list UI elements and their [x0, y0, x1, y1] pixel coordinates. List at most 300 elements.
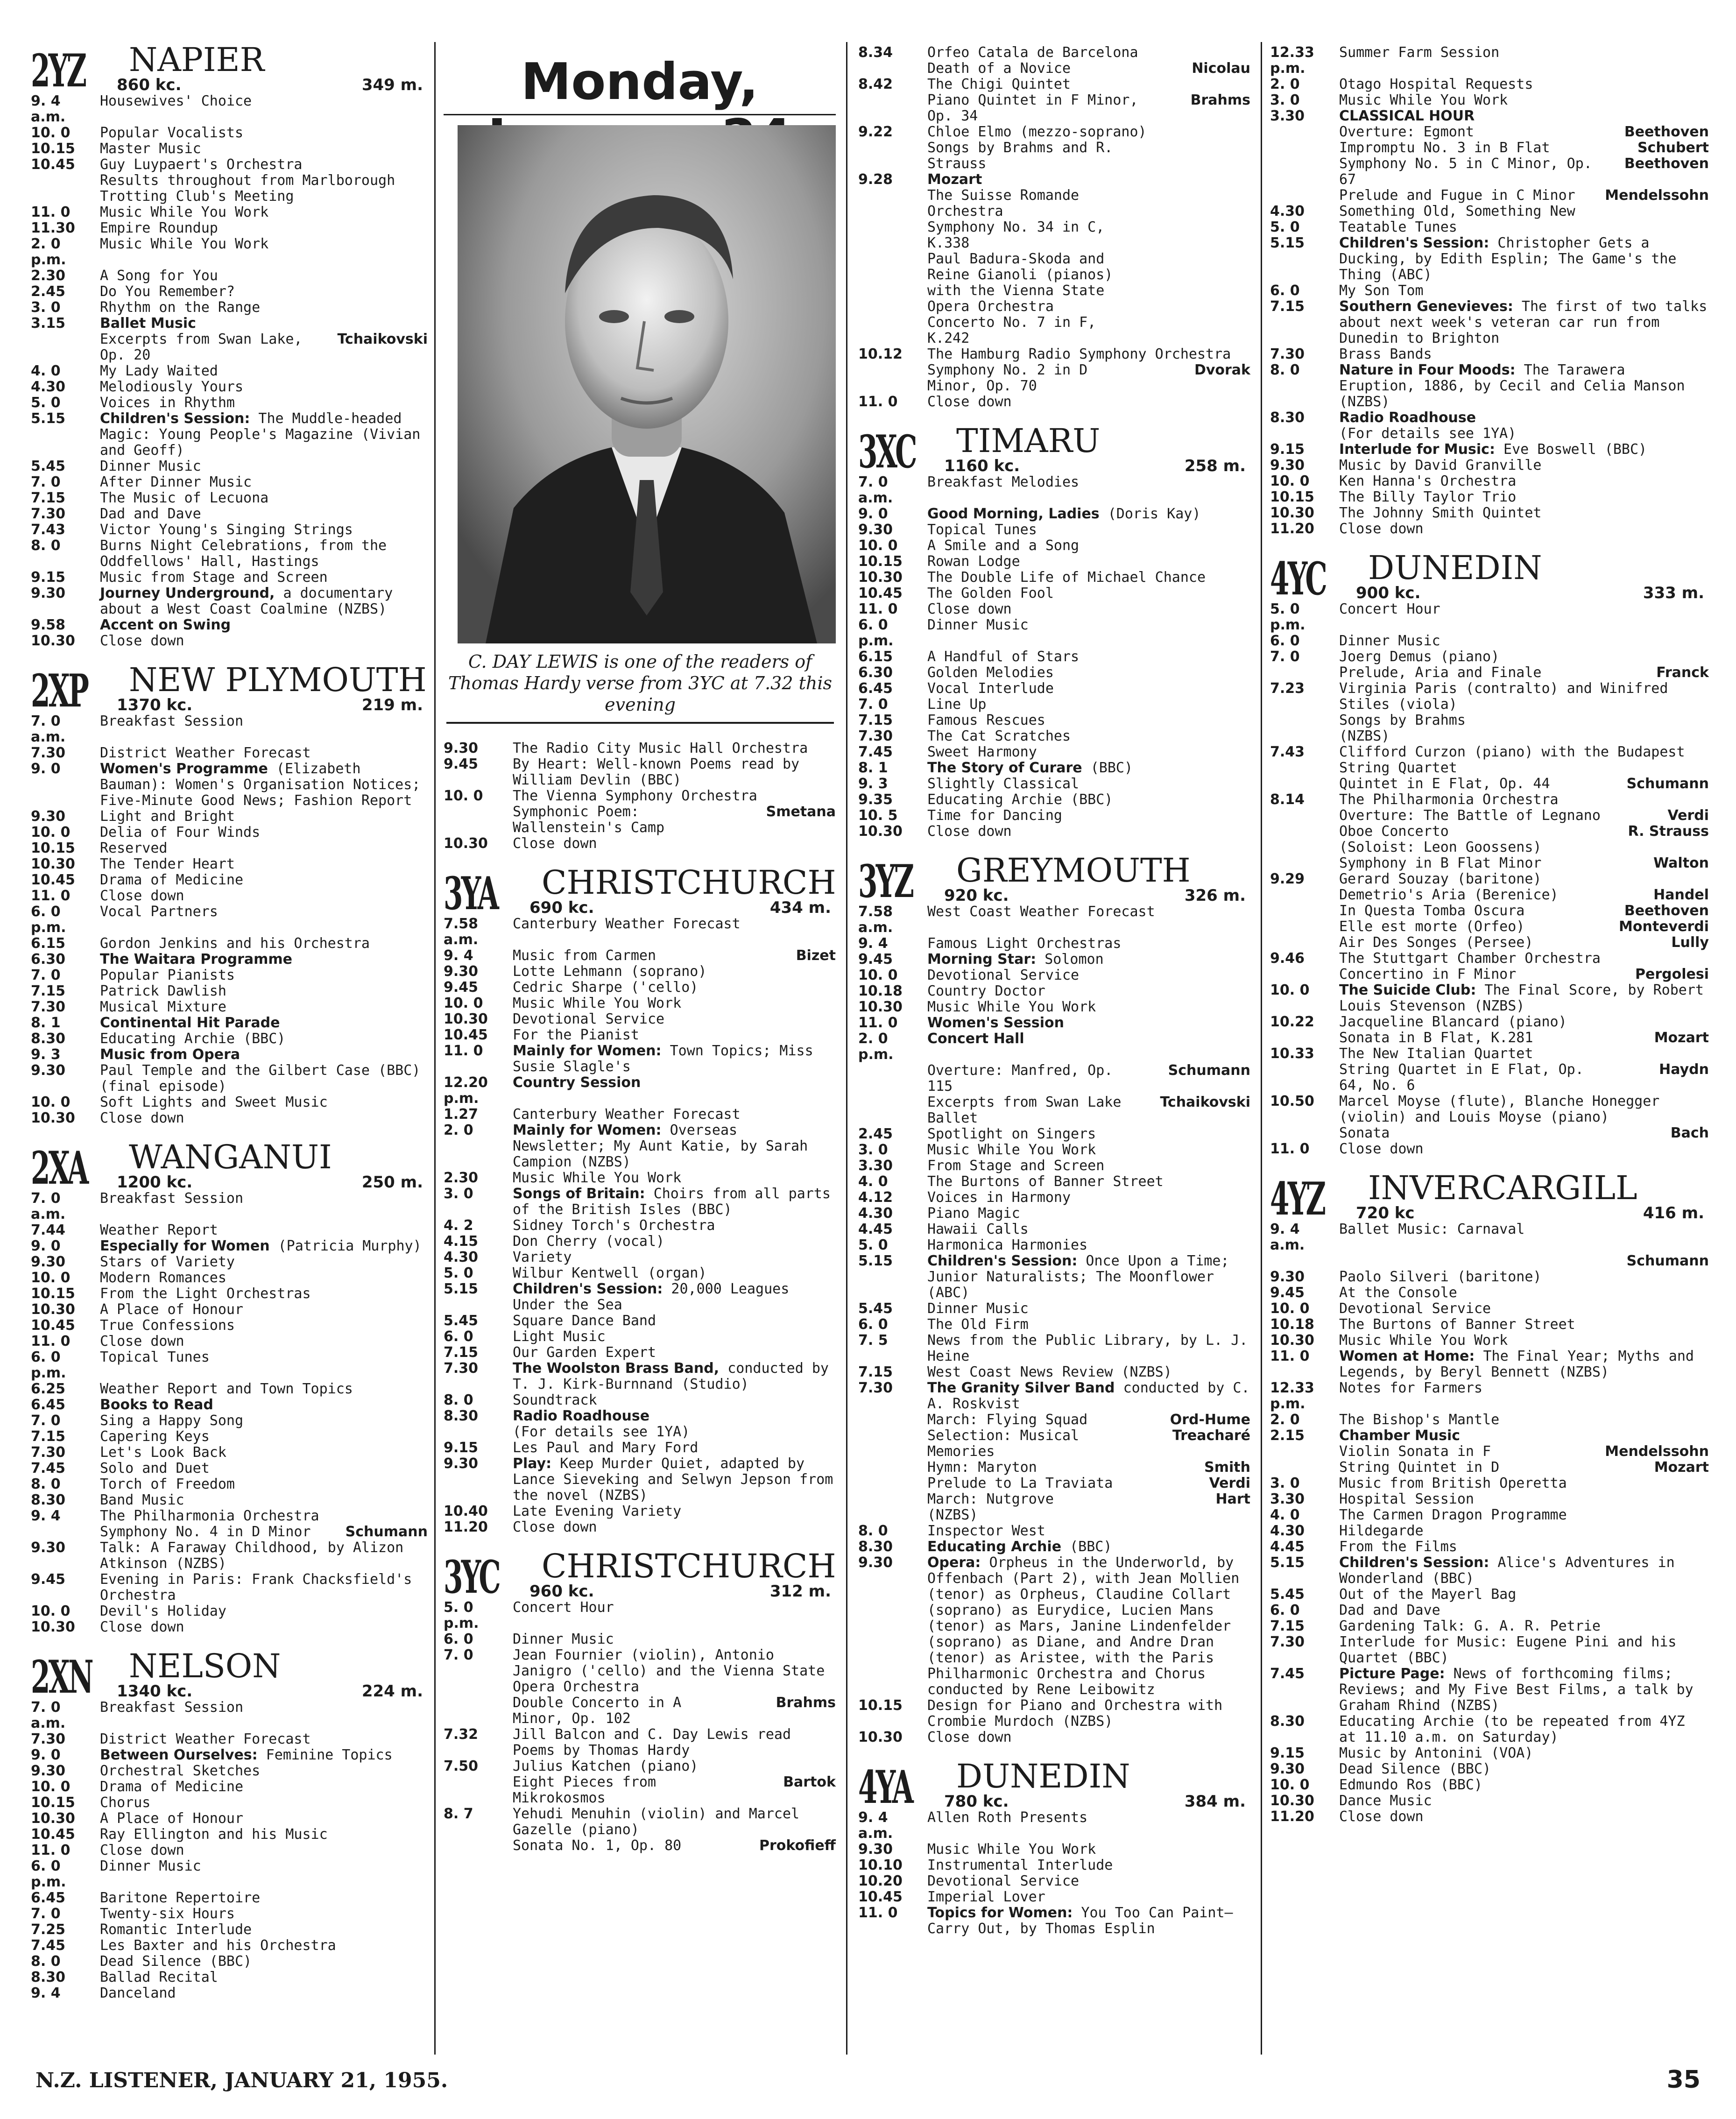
program-time: 6. 0: [1270, 283, 1300, 299]
program-time: 5.45: [444, 1313, 479, 1329]
program-row: [1270, 1761, 1709, 1777]
program-title: [927, 1380, 1258, 1412]
program-row: [31, 745, 428, 761]
program-row: [858, 1174, 1250, 1190]
program-row: [31, 1254, 428, 1270]
program-time: 4.30: [444, 1249, 479, 1265]
program-title: [100, 395, 428, 411]
program-time: 11. 0: [31, 204, 71, 220]
program-title: [100, 999, 428, 1015]
program-detail-text: In Questa Tomba Oscura: [1339, 903, 1525, 919]
program-time: 10.30: [858, 1729, 903, 1745]
program-time: 7. 0: [31, 967, 61, 983]
program-title: [100, 1922, 428, 1938]
program-description: Design for Piano and Orchestra with Crombie Murdoch (NZBS): [927, 1697, 1231, 1730]
program-row: [444, 1440, 836, 1456]
program-title: [513, 1250, 836, 1265]
program-time: 10.33: [1270, 1045, 1314, 1062]
program-description: Ken Hanna's Orchestra: [1339, 473, 1517, 489]
program-detail-text: March: Nutgrove: [927, 1491, 1054, 1507]
program-description: Rowan Lodge: [927, 553, 1020, 570]
program-bold-title: Children's Session:: [1339, 235, 1489, 251]
program-row: [444, 1632, 836, 1647]
program-time: 6.25: [31, 1381, 66, 1397]
station-frequency: 690 kc.: [529, 898, 594, 917]
program-description: Twenty-six Hours: [100, 1906, 235, 1922]
program-title: [100, 952, 428, 968]
program-title: [513, 1519, 836, 1535]
program-title: [100, 506, 428, 522]
program-row: [858, 346, 1250, 362]
program-description: Sing a Happy Song: [100, 1413, 244, 1429]
program-description: Voices in Harmony: [927, 1189, 1071, 1206]
program-description: The Philharmonia Orchestra: [1339, 791, 1559, 808]
program-title: [1339, 362, 1709, 410]
program-description: Breakfast Melodies: [927, 474, 1080, 490]
program-row: [858, 77, 1250, 92]
program-bold-title: Topics for Women:: [927, 1905, 1073, 1921]
program-detail-text: Air Des Songes (Persee): [1339, 934, 1533, 951]
program-description: Ballet Music: Carnaval: [1339, 1221, 1525, 1237]
program-row: [444, 1043, 836, 1075]
program-time: 4.12: [858, 1189, 893, 1206]
program-title: [927, 713, 1250, 728]
program-time: 10. 0: [444, 995, 483, 1011]
program-description: Late Evening Variety: [513, 1503, 682, 1519]
program-title: [927, 760, 1250, 776]
program-bold-title: Concert Hall: [927, 1031, 1024, 1047]
program-row: [858, 1301, 1250, 1317]
program-row: [444, 1806, 836, 1838]
program-time: 6. 0: [858, 1316, 888, 1333]
program-description: Joerg Demus (piano): [1339, 649, 1500, 665]
program-row: [31, 1286, 428, 1302]
station-frequency: 720 kc: [1356, 1204, 1415, 1222]
program-row: [444, 1329, 836, 1345]
program-time: 7.45: [31, 1460, 66, 1476]
program-description: Breakfast Session: [100, 713, 244, 729]
program-description: Paul Temple and the Gilbert Case (BBC) (final episode): [100, 1062, 429, 1095]
program-description: Gerard Souzay (baritone): [1339, 871, 1542, 887]
program-description: Music While You Work: [927, 999, 1096, 1015]
program-time: 10.22: [1270, 1014, 1314, 1030]
program-time: 4. 0: [31, 363, 61, 379]
program-time: 10. 0: [31, 1094, 71, 1110]
program-time: 11. 0: [858, 1905, 898, 1921]
program-time: 6. 0: [1270, 1602, 1300, 1618]
program-title: [100, 1858, 428, 1890]
program-composer: Beethoven: [1624, 903, 1709, 919]
program-row: [31, 1922, 428, 1938]
program-title: [1339, 1141, 1709, 1157]
program-time: 8. 0: [858, 1523, 888, 1539]
program-detail: [1339, 1460, 1709, 1476]
program-time: 8. 0: [31, 537, 61, 554]
program-description: Soundtrack: [513, 1392, 597, 1408]
program-row: [31, 506, 428, 522]
program-title: [100, 490, 428, 506]
program-title: [927, 983, 1250, 999]
program-row: [444, 788, 836, 804]
program-row: [1270, 1603, 1709, 1618]
program-row: [1270, 1269, 1709, 1285]
program-title: [513, 1123, 836, 1170]
program-title: [1339, 1793, 1709, 1809]
program-detail: [1339, 665, 1709, 681]
program-detail-text: Selection: Musical Memories: [927, 1427, 1080, 1460]
program-description: a documentary about a West Coast Coalmine (NZBS): [100, 585, 402, 617]
program-description: Canterbury Weather Forecast: [513, 916, 741, 932]
program-composer: Haydn: [1659, 1061, 1709, 1078]
program-time: 10.30: [1270, 505, 1314, 521]
program-description: Music by David Granville: [1339, 457, 1542, 473]
program-title: [927, 1031, 1250, 1063]
program-time: 10.15: [1270, 489, 1314, 505]
program-row: [858, 713, 1250, 728]
program-time: 8.30: [31, 1031, 66, 1047]
program-bold-title: The Granity Silver Band: [927, 1380, 1115, 1396]
program-description: Topical Tunes: [100, 1349, 210, 1365]
program-title: [1339, 871, 1709, 887]
program-time: 3.30: [1270, 108, 1305, 124]
program-row: [1270, 1476, 1709, 1491]
program-title: [927, 1222, 1250, 1237]
program-title: [100, 1222, 428, 1238]
program-description: Music from Stage and Screen: [100, 569, 328, 586]
program-title: [927, 1126, 1250, 1142]
program-row: [31, 936, 428, 952]
program-description: Devotional Service: [513, 1011, 665, 1027]
program-row: [444, 1250, 836, 1265]
program-row: [31, 157, 428, 205]
program-time: 10.45: [858, 1889, 903, 1905]
program-time: 4.30: [1270, 203, 1305, 219]
program-detail-text: Sonata: [1339, 1125, 1390, 1141]
program-description: Time for Dancing: [927, 807, 1062, 824]
program-title: [100, 363, 428, 379]
program-time: 10. 0: [1270, 1777, 1310, 1793]
program-title: [927, 77, 1250, 92]
program-row: [31, 1222, 428, 1238]
station-header: [444, 1547, 836, 1603]
program-time: 8. 0: [31, 1476, 61, 1492]
program-row: [31, 1095, 428, 1110]
program-title: [1339, 1745, 1709, 1761]
program-detail-text: Death of a Novice: [927, 60, 1071, 77]
program-time: 9. 4: [31, 1985, 61, 2001]
program-title: [927, 1889, 1250, 1905]
program-title: [100, 1476, 428, 1492]
program-detail-text: Piano Quintet in F Minor, Op. 34: [927, 92, 1138, 124]
program-time: 9.30: [31, 1763, 66, 1779]
program-row: [1270, 951, 1709, 967]
program-row: [858, 697, 1250, 713]
program-title: [513, 1186, 840, 1218]
program-title: [1339, 1539, 1709, 1555]
program-detail: [927, 188, 1250, 219]
program-detail-text: Songs by Brahms and R. Strauss: [927, 140, 1113, 172]
program-time: 9.22: [858, 124, 893, 140]
program-description: (BBC): [1070, 1539, 1112, 1555]
program-row: [858, 999, 1250, 1015]
program-row: [858, 1539, 1250, 1555]
program-description: (Elizabeth Bauman): Women's Organisation Notices; Five-Minute Good News; Fashion Report: [100, 761, 429, 809]
program-row: [1270, 1349, 1709, 1380]
program-description: Clifford Curzon (piano) with the Budapest String Quartet: [1339, 744, 1694, 776]
program-time: 7.25: [31, 1921, 66, 1938]
program-title: [100, 236, 428, 268]
station-frequency: 960 kc.: [529, 1582, 594, 1601]
program-description: Chloe Elmo (mezzo-soprano): [927, 124, 1147, 140]
program-row: [1270, 1491, 1709, 1507]
program-row: [444, 1455, 842, 1504]
program-description: Devotional Service: [927, 1873, 1080, 1889]
program-time: 9. 4: [31, 1508, 61, 1524]
program-title: [1339, 1428, 1709, 1444]
program-detail: [927, 1507, 1250, 1523]
program-title: [100, 1047, 428, 1063]
program-title: [1339, 1777, 1709, 1793]
program-bold-title: Mainly for Women:: [513, 1043, 662, 1059]
program-description: Ballad Recital: [100, 1969, 218, 1985]
program-row: [31, 1413, 428, 1429]
program-row: [1270, 1523, 1709, 1539]
program-detail-text: Double Concerto in A Minor, Op. 102: [513, 1695, 682, 1727]
program-time: 4.45: [1270, 1539, 1305, 1555]
station-frequency: 780 kc.: [944, 1792, 1009, 1811]
program-description: Topical Tunes: [927, 522, 1037, 538]
program-time: 2.45: [31, 283, 66, 300]
program-time: 3. 0: [1270, 92, 1300, 108]
program-description: Dinner Music: [100, 1858, 201, 1874]
program-title: [513, 1345, 836, 1361]
program-title: [100, 713, 428, 745]
program-bold-title: Songs of Britain:: [513, 1186, 645, 1202]
program-row: [31, 1508, 428, 1524]
program-title: [1339, 219, 1709, 235]
program-description: Eve Boswell (BBC): [1503, 441, 1647, 458]
program-title: [1339, 1046, 1709, 1062]
program-title: [100, 379, 428, 395]
program-row: [444, 1123, 836, 1170]
program-description: conducted by C. A. Roskvist: [927, 1380, 1258, 1412]
program-description: Rhythm on the Range: [100, 299, 261, 316]
program-description: Close down: [100, 1619, 184, 1635]
program-row: [858, 394, 1250, 410]
program-title: [100, 1254, 428, 1270]
program-detail: [927, 1460, 1250, 1476]
program-time: 10.30: [31, 1810, 75, 1827]
program-time: 3.30: [1270, 1491, 1305, 1507]
program-detail-text: Concerto No. 7 in F, K.242: [927, 314, 1096, 346]
program-time: 6.15: [858, 649, 893, 665]
program-title: [100, 1381, 428, 1397]
program-row: [1270, 442, 1709, 458]
program-description: Light and Bright: [100, 808, 235, 825]
program-title: [513, 836, 836, 852]
program-description: Famous Light Orchestras: [927, 935, 1122, 952]
program-composer: Bartok: [783, 1774, 836, 1790]
program-time: 2. 0 p.m.: [858, 1031, 894, 1063]
station-city: DUNEDIN: [1368, 549, 1542, 587]
program-row: [1270, 1301, 1709, 1317]
program-detail-text: (NZBS): [927, 1507, 978, 1523]
program-row: [31, 125, 428, 141]
program-time: 10.30: [858, 999, 903, 1015]
program-row: [858, 904, 1250, 936]
program-row: [858, 776, 1250, 792]
program-detail: [100, 332, 428, 363]
program-description: Music While You Work: [100, 204, 269, 220]
program-time: 10.45: [31, 1317, 75, 1334]
program-time: 6. 0: [1270, 633, 1300, 649]
program-title: [100, 459, 428, 474]
program-description: The Radio City Music Hall Orchestra: [513, 740, 808, 756]
station-header: [31, 41, 428, 97]
program-description: District Weather Forecast: [100, 1731, 311, 1747]
program-title: [100, 1747, 428, 1763]
program-row: [858, 983, 1250, 999]
program-title: [100, 1603, 428, 1619]
program-detail: [513, 1695, 836, 1727]
program-description: The Old Firm: [927, 1316, 1029, 1333]
program-row: [1270, 1014, 1709, 1030]
program-description: The Final Year; Myths and Legends, by Beryl Bennett (NZBS): [1339, 1348, 1703, 1380]
program-description: A Smile and a Song: [927, 537, 1080, 554]
program-time: 7.23: [1270, 680, 1305, 697]
program-description: Popular Vocalists: [100, 125, 244, 141]
program-title: [1339, 1809, 1709, 1825]
program-title: [513, 1392, 836, 1408]
program-description: (Patricia Murphy): [278, 1238, 422, 1254]
program-row: [1270, 1555, 1709, 1587]
program-description: Gordon Jenkins and his Orchestra: [100, 935, 370, 952]
program-detail: [1339, 713, 1709, 728]
program-description: The Billy Taylor Trio: [1339, 489, 1517, 505]
program-time: 9. 4: [444, 947, 473, 964]
program-description: Soft Lights and Sweet Music: [100, 1094, 328, 1110]
program-detail-text: Overture: Egmont: [1339, 124, 1474, 140]
program-detail-text: Symphonic Poem: Wallenstein's Camp: [513, 804, 665, 836]
program-detail: [927, 92, 1250, 124]
program-time: 4. 2: [444, 1217, 473, 1234]
program-description: The Chigi Quintet: [927, 76, 1071, 92]
program-description: Guy Luypaert's Orchestra Results throughout from Marlborough Trotting Club's Meeting: [100, 156, 395, 205]
program-bold-title: Picture Page:: [1339, 1666, 1445, 1682]
program-title: [927, 728, 1250, 744]
program-time: 4.45: [858, 1221, 893, 1237]
program-composer: Schubert: [1637, 140, 1709, 156]
program-title: [100, 1970, 428, 1985]
program-time: 9. 4: [858, 935, 888, 952]
program-title: [100, 1572, 428, 1603]
program-description: Yehudi Menuhin (violin) and Marcel Gazelle (piano): [513, 1806, 808, 1838]
program-row: [444, 1361, 836, 1392]
program-description: Our Garden Expert: [513, 1344, 656, 1361]
program-description: Empire Roundup: [100, 220, 218, 236]
program-description: Inspector West: [927, 1523, 1045, 1539]
program-description: Talk: A Faraway Childhood, by Alizon Atkinson (NZBS): [100, 1540, 412, 1572]
program-time: 9.28: [858, 171, 893, 188]
program-title: [927, 1174, 1250, 1190]
program-time: 12.20 p.m.: [444, 1074, 488, 1107]
program-time: 10.15: [31, 1794, 75, 1811]
program-time: 2.30: [31, 268, 66, 284]
program-description: Concert Hour: [513, 1599, 614, 1616]
program-time: 10.30: [31, 1301, 75, 1318]
program-description: The Tarawera Eruption, 1886, by Cecil and Celia Manson (NZBS): [1339, 362, 1694, 410]
program-description: Julius Katchen (piano): [513, 1758, 699, 1774]
program-title: [1339, 1014, 1709, 1030]
program-title: [927, 968, 1250, 983]
program-title: [513, 916, 836, 948]
program-description: Dad and Dave: [1339, 1602, 1440, 1618]
program-title: [100, 983, 428, 999]
program-description: Baritone Repertoire: [100, 1890, 261, 1906]
program-description: Dinner Music: [927, 617, 1029, 633]
program-time: 2. 0: [1270, 76, 1300, 92]
program-description: Danceland: [100, 1985, 176, 2001]
program-time: 10.45: [858, 585, 903, 601]
program-row: [31, 1985, 428, 2001]
program-time: 4. 0: [858, 1173, 888, 1190]
program-row: [1270, 1809, 1709, 1825]
program-bold-title: Interlude for Music:: [1339, 441, 1495, 458]
program-row: [1270, 1714, 1709, 1745]
program-time: 11. 0: [31, 1333, 71, 1349]
program-detail-text: (NZBS): [1339, 728, 1390, 744]
column-rule-1: [434, 42, 436, 2055]
program-composer: Treacharé: [1172, 1427, 1250, 1444]
program-row: [858, 601, 1250, 617]
program-composer: Verdi: [1209, 1475, 1250, 1491]
program-time: 8.42: [858, 76, 893, 92]
program-description: Vocal Partners: [100, 904, 218, 920]
program-row: [1270, 219, 1709, 235]
program-row: [444, 836, 836, 852]
program-time: 10.45: [31, 156, 75, 173]
program-title: [513, 1043, 836, 1075]
program-time: 7. 0 a.m.: [31, 713, 66, 745]
program-title: [513, 1600, 836, 1632]
station-call-sign: 4YZ: [1270, 1173, 1325, 1225]
program-row: [31, 141, 428, 157]
program-time: 7.45: [1270, 1666, 1305, 1682]
program-description: Jill Balcon and C. Day Lewis read Poems by Thomas Hardy: [513, 1726, 800, 1759]
program-time: 9.30: [31, 1062, 66, 1079]
program-description: Dinner Music: [513, 1631, 614, 1647]
program-title: [513, 1218, 836, 1234]
program-composer: Beethoven: [1624, 124, 1709, 140]
program-time: 7. 0: [858, 696, 888, 713]
program-time: 10. 5: [858, 807, 898, 824]
program-title: [1339, 235, 1709, 283]
program-description: Orpheus in the Underworld, by Offenbach (Part 2), with Jean Mollien (tenor) as Orpheus, Claudine Collart (soprano) as Eurydice, Lucien Mans (tenor) as Mars, Janine Lindenfelder (soprano) as Diane, and Andre Dran (tenor) as Aristee, with the Paris Philharmonic Orchestra and Chorus conducted by Rene Leibowitz: [927, 1554, 1248, 1698]
program-description: Torch of Freedom: [100, 1476, 235, 1492]
program-time: 8.30: [444, 1408, 479, 1424]
program-time: 10.15: [858, 553, 903, 570]
program-row: [31, 1318, 428, 1334]
program-title: [1339, 298, 1716, 346]
program-time: 7.30: [31, 1444, 66, 1461]
program-time: 5.45: [1270, 1586, 1305, 1603]
program-bold-title: Radio Roadhouse: [513, 1408, 650, 1424]
program-description: Les Baxter and his Orchestra: [100, 1937, 336, 1954]
program-title: [1339, 1349, 1709, 1380]
program-bold-title: Books to Read: [100, 1397, 213, 1413]
program-row: [1270, 108, 1709, 124]
program-description: News of forthcoming films; Reviews; and My Five Best Films, a talk by Graham Rhind (NZBS): [1339, 1666, 1702, 1714]
